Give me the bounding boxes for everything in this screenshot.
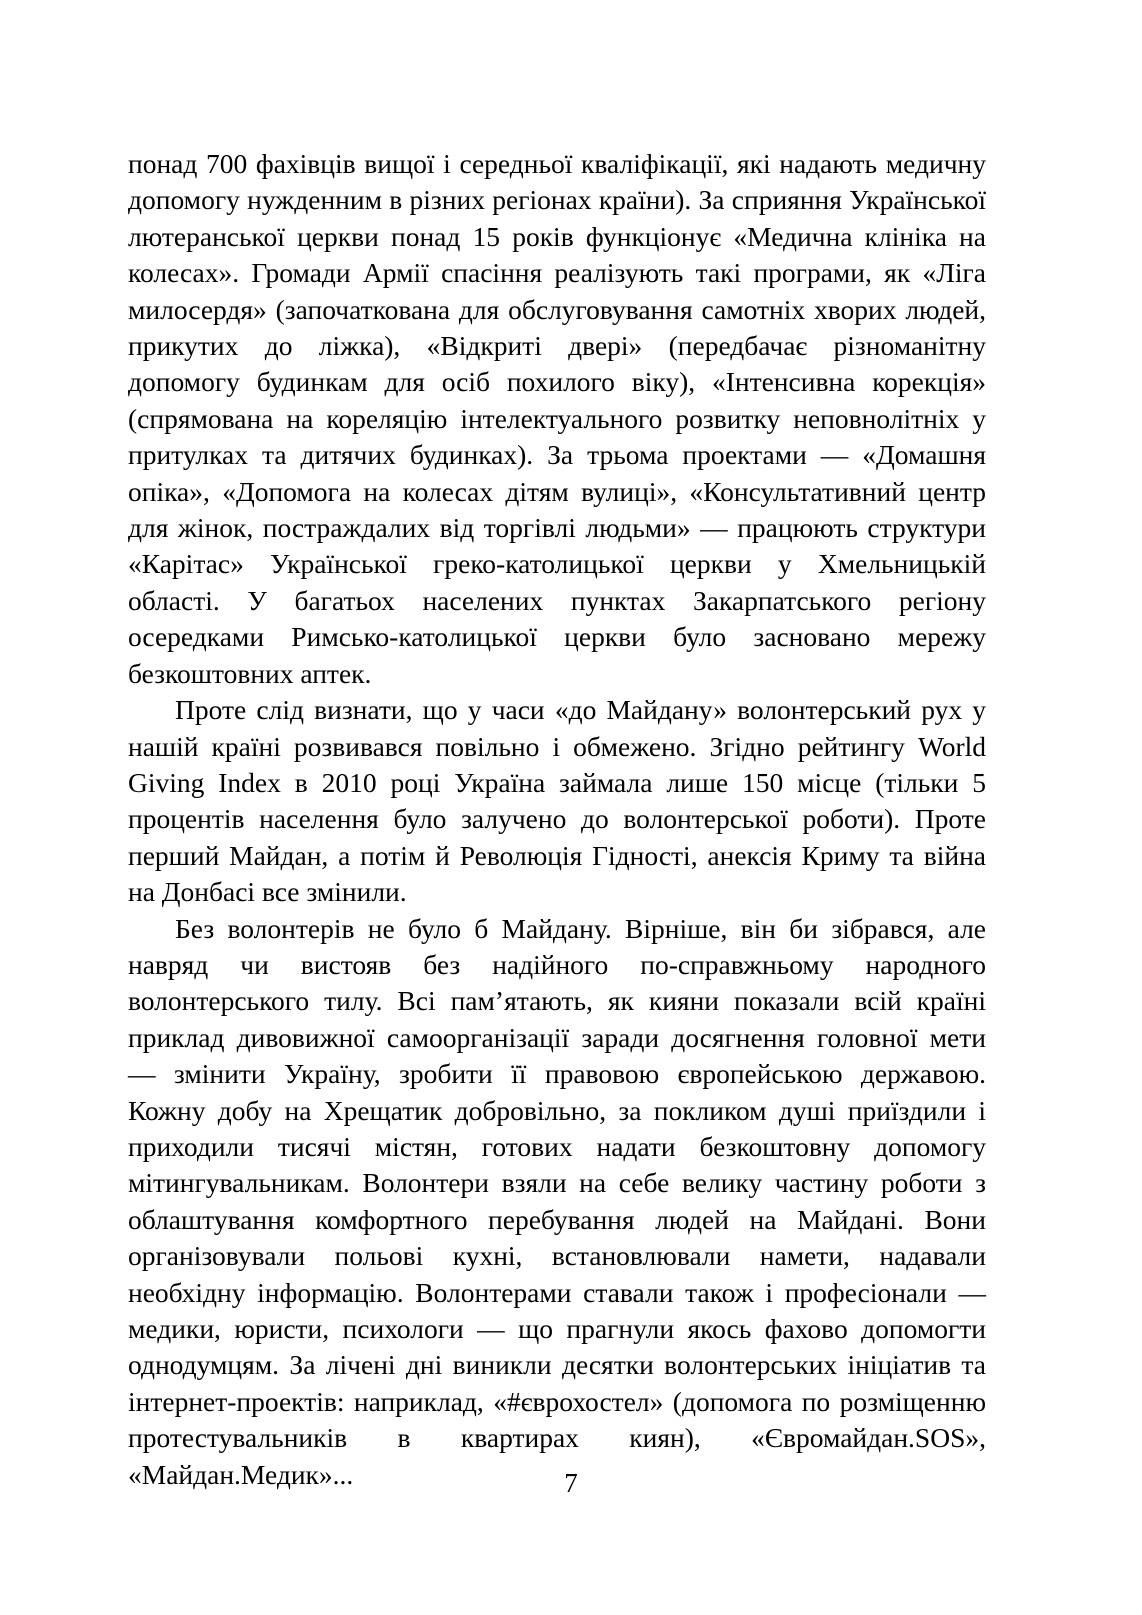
page-body-text — [128, 146, 986, 1493]
paragraph-charity-programs: понад 700 фахівців вищої і середньої кваліфікації, які надають медичну допомогу нужденним в різних регіонах країни). За сприяння Української лютеранської церкви понад 15 років функціонує «Медична клініка на колесах». Громади Армії спасіння реалізують такі програми, як «Ліга милосердя» (започаткована для обслуговування самотніх хворих людей, прикутих до ліжка), «Відкриті двері» (передбачає різноманітну допомогу будинкам для осіб похилого віку), «Інтенсивна корекція» (спрямована на кореляцію інтелектуального розвитку неповнолітніх у притулках та дитячих будинках). За трьома проектами — «Домашня опіка», «Допомога на колесах дітям вулиці», «Консультативний центр для жінок, постраждалих від торгівлі людьми» — працюють структури «Карітас» Української греко-католицької церкви у Хмельницькій області. У багатьох населених пунктах Закарпатського регіону осередками Римсько-католицької церкви було засновано мережу безкоштовних аптек. — [128, 148, 986, 689]
paragraph-pre-maidan-volunteering: Проте слід визнати, що у часи «до Майдану» волонтерський рух у нашій країні розвивався повільно і обмежено. Згідно рейтингу World Giving Index в 2010 році Україна займала лише 150 місце (тільки 5 процентів населення було залучено до волонтерської роботи). Проте перший Майдан, а потім й Революція Гідності, анексія Криму та війна на Донбасі все змінили. — [128, 694, 986, 908]
page-number: 7 — [564, 1468, 578, 1498]
paragraph-maidan-volunteers: Без волонтерів не було б Майдану. Вірніше, він би зібрався, але навряд чи вистояв без надійного по-справжньому народного волонтерського тилу. Всі пам’ятають, як кияни показали всій країні приклад дивовижної самоорганізації заради досягнення головної мети — змінити Україну, зробити її правовою європейською державою. Кожну добу на Хрещатик добровільно, за покликом душі приїздили і приходили тисячі містян, готових надати безкоштовну допомогу мітингувальникам. Волонтери взяли на себе велику частину роботи з облаштування комфортного перебування людей на Майдані. Вони організовували польові кухні, встановлювали намети, надавали необхідну інформацію. Волонтерами ставали також і професіонали — медики, юристи, психологи — що прагнули якось фахово допомогти однодумцям. За лічені дні виникли десятки волонтерських ініціатив та інтернет-проектів: наприклад, «#єврохостел» (допомога по розміщенню протестувальників в квартирах киян), «Євромайдан.SOS», «Майдан.Медик»... — [128, 912, 986, 1490]
